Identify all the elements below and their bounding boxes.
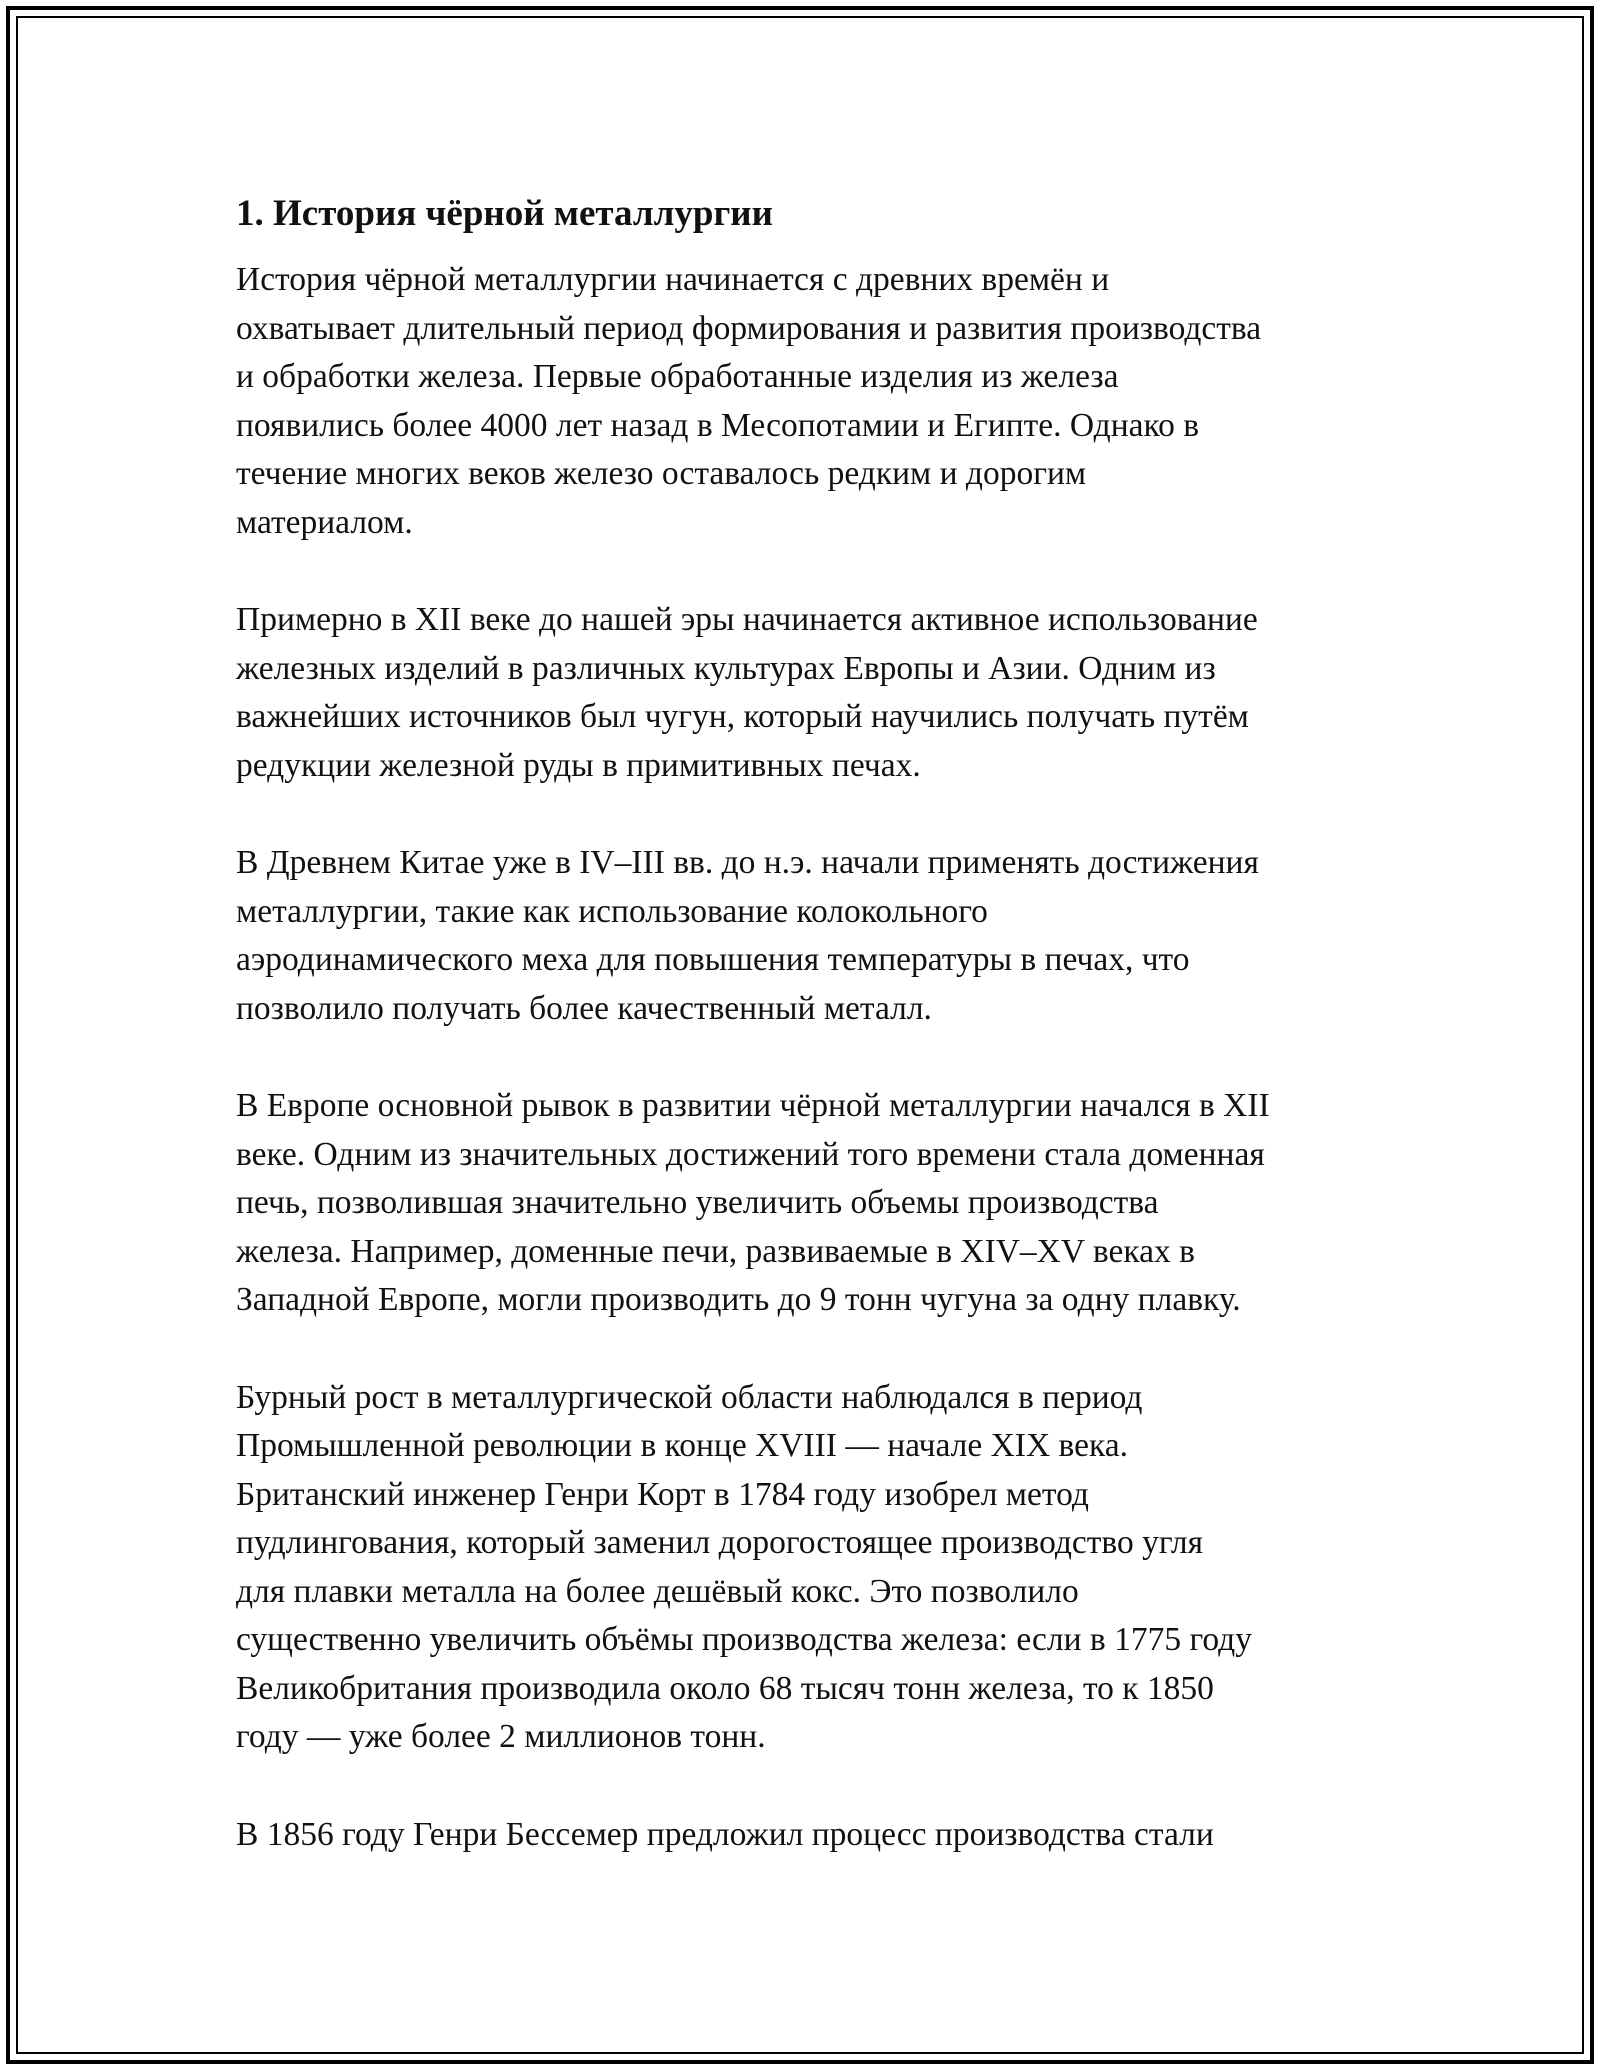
paragraph-line: Британский инженер Генри Корт в 1784 году изобрел метод xyxy=(236,1475,1089,1513)
paragraph-line: Примерно в XII веке до нашей эры начинается активное использование xyxy=(236,601,1258,638)
paragraph-line: железа. Например, доменные печи, развиваемые в XIV–XV веках в xyxy=(236,1232,1195,1270)
paragraph-line: важнейших источников был чугун, который научились получать путём xyxy=(236,698,1249,735)
paragraph-line: году — уже более 2 миллионов тонн. xyxy=(236,1718,766,1755)
document-body xyxy=(236,186,1376,1908)
paragraph-line: Великобритания производила около 68 тысяч тонн железа, то к 1850 xyxy=(236,1669,1214,1707)
paragraph-6 xyxy=(236,1811,1376,1860)
paragraph-line: железных изделий в различных культурах Европы и Азии. Одним из xyxy=(236,649,1216,687)
paragraph-line: веке. Одним из значительных достижений того времени стала доменная xyxy=(236,1135,1265,1173)
paragraph-line: В Европе основной рывок в развитии чёрной металлургии начался в XII xyxy=(236,1087,1270,1124)
paragraph-line: печь, позволившая значительно увеличить объемы производства xyxy=(236,1184,1159,1221)
paragraph-line: для плавки металла на более дешёвый кокс. Это позволило xyxy=(236,1572,1079,1610)
paragraph-3 xyxy=(236,839,1376,1033)
paragraph-line: пудлингования, который заменил дорогостоящее производство угля xyxy=(236,1524,1204,1561)
paragraph-1 xyxy=(236,256,1376,547)
paragraph-line: В Древнем Китае уже в IV–III вв. до н.э. начали применять достижения xyxy=(236,844,1259,881)
paragraph-line: существенно увеличить объёмы производства железа: если в 1775 году xyxy=(236,1621,1252,1658)
paragraph-line: редукции железной руды в примитивных печах. xyxy=(236,746,921,784)
paragraph-2 xyxy=(236,596,1376,790)
paragraph-line: и обработки железа. Первые обработанные изделия из железа xyxy=(236,358,1119,395)
paragraph-line: В 1856 году Генри Бессемер предложил процесс производства стали xyxy=(236,1815,1214,1853)
paragraph-line: течение многих веков железо оставалось редким и дорогим xyxy=(236,455,1087,492)
paragraph-line: Бурный рост в металлургической области наблюдался в период xyxy=(236,1378,1143,1416)
paragraph-4 xyxy=(236,1082,1376,1325)
paragraph-5 xyxy=(236,1374,1376,1762)
section-heading: 1. История чёрной металлургии xyxy=(236,193,773,234)
paragraph-line: Западной Европе, могли производить до 9 тонн чугуна за одну плавку. xyxy=(236,1281,1241,1318)
paragraph-line: охватывает длительный период формирования и развития производства xyxy=(236,309,1262,347)
paragraph-line: Промышленной революции в конце XVIII — начале XIX века. xyxy=(236,1427,1129,1464)
paragraph-line: появились более 4000 лет назад в Месопотамии и Египте. Однако в xyxy=(236,406,1200,444)
paragraph-line: материалом. xyxy=(236,503,413,541)
paragraph-line: позволило получать более качественный металл. xyxy=(236,989,932,1027)
paragraph-line: История чёрной металлургии начинается с древних времён и xyxy=(236,261,1110,298)
paragraph-line: аэродинамического меха для повышения температуры в печах, что xyxy=(236,941,1190,978)
paragraph-line: металлургии, такие как использование колокольного xyxy=(236,892,988,930)
